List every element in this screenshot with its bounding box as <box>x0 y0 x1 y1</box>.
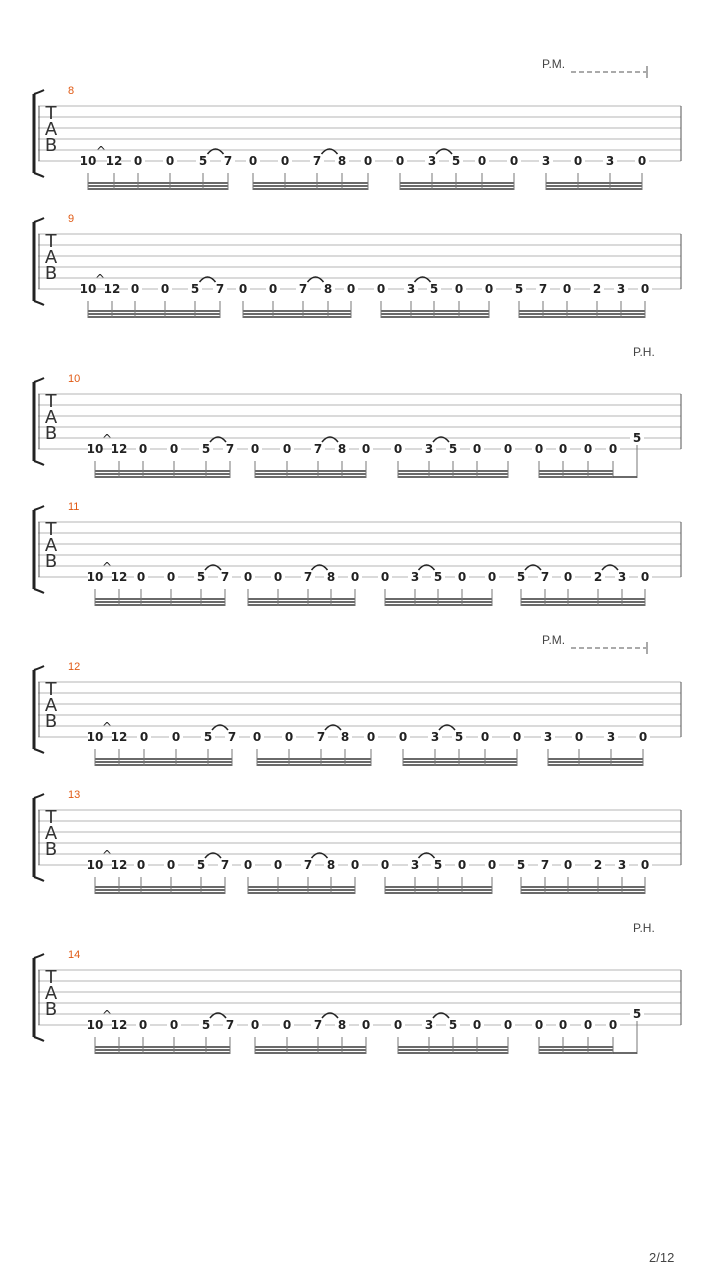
fret-number: 5 <box>632 431 642 445</box>
fret-number: 8 <box>326 570 336 584</box>
fret-number: 10 <box>86 570 104 584</box>
fret-number: 2 <box>593 858 603 872</box>
fret-number: 0 <box>558 442 568 456</box>
fret-number: 3 <box>543 730 553 744</box>
palm-mute-label: P.M. <box>542 633 566 647</box>
tab-clef-letter: T <box>45 103 57 124</box>
fret-number: 7 <box>225 1018 235 1032</box>
fret-number: 0 <box>160 282 170 296</box>
fret-number: 0 <box>558 1018 568 1032</box>
fret-number: 0 <box>380 570 390 584</box>
fret-number: 3 <box>424 442 434 456</box>
page-number: 2/12 <box>649 1250 675 1265</box>
fret-number: 7 <box>303 570 313 584</box>
fret-number: 0 <box>280 154 290 168</box>
bracket-top <box>34 90 44 94</box>
bracket-top <box>34 794 44 798</box>
fret-number: 7 <box>540 570 550 584</box>
fret-number: 5 <box>448 442 458 456</box>
tab-clef-letter: B <box>44 551 58 572</box>
fret-number: 8 <box>337 1018 347 1032</box>
measure-number: 14 <box>68 949 81 961</box>
fret-number: 0 <box>366 730 376 744</box>
fret-number: 0 <box>133 154 143 168</box>
bracket-bottom <box>34 1037 44 1041</box>
tab-clef-letter: T <box>45 519 57 540</box>
fret-number: 12 <box>110 442 128 456</box>
fret-number: 12 <box>110 570 128 584</box>
fret-number: 3 <box>541 154 551 168</box>
fret-number: 0 <box>573 154 583 168</box>
fret-number: 0 <box>638 730 648 744</box>
fret-number: 0 <box>243 570 253 584</box>
fret-number: 2 <box>592 282 602 296</box>
fret-number: 0 <box>393 442 403 456</box>
fret-number: 0 <box>574 730 584 744</box>
fret-number: 5 <box>448 1018 458 1032</box>
tab-clef-letter: A <box>44 983 58 1004</box>
fret-number: 0 <box>637 154 647 168</box>
fret-number: 3 <box>616 282 626 296</box>
fret-number: 3 <box>410 858 420 872</box>
fret-number: 7 <box>313 442 323 456</box>
fret-number: 0 <box>273 570 283 584</box>
fret-number: 0 <box>284 730 294 744</box>
fret-number: 0 <box>250 442 260 456</box>
bracket-bottom <box>34 301 44 305</box>
fret-number: 5 <box>201 442 211 456</box>
fret-number: 0 <box>398 730 408 744</box>
fret-number: 0 <box>282 1018 292 1032</box>
fret-number: 7 <box>316 730 326 744</box>
fret-number: 0 <box>238 282 248 296</box>
fret-number: 5 <box>454 730 464 744</box>
hammer-on-mark: ^ <box>94 272 106 286</box>
fret-number: 7 <box>303 858 313 872</box>
fret-number: 0 <box>640 858 650 872</box>
bracket-top <box>34 378 44 382</box>
fret-number: 5 <box>451 154 461 168</box>
fret-number: 5 <box>190 282 200 296</box>
fret-number: 0 <box>268 282 278 296</box>
fret-number: 0 <box>171 730 181 744</box>
fret-number: 3 <box>617 570 627 584</box>
fret-number: 2 <box>593 570 603 584</box>
fret-number: 10 <box>86 442 104 456</box>
tab-clef-letter: A <box>44 119 58 140</box>
fret-number: 8 <box>326 858 336 872</box>
hammer-on-mark: ^ <box>101 1008 113 1022</box>
fret-number: 10 <box>79 154 97 168</box>
fret-number: 0 <box>472 1018 482 1032</box>
bracket-bottom <box>34 749 44 753</box>
fret-number: 7 <box>223 154 233 168</box>
fret-number: 0 <box>166 570 176 584</box>
fret-number: 0 <box>484 282 494 296</box>
measure-number: 11 <box>68 501 80 513</box>
fret-number: 10 <box>86 1018 104 1032</box>
tab-clef-letter: B <box>44 711 58 732</box>
fret-number: 0 <box>608 1018 618 1032</box>
fret-number: 0 <box>136 570 146 584</box>
pinch-harmonic-label: P.H. <box>633 921 655 935</box>
tab-clef-letter: T <box>45 967 57 988</box>
tab-clef-letter: A <box>44 535 58 556</box>
fret-number: 0 <box>346 282 356 296</box>
hammer-on-mark: ^ <box>101 560 113 574</box>
tab-clef-letter: B <box>44 999 58 1020</box>
fret-number: 0 <box>457 858 467 872</box>
bracket-bottom <box>34 461 44 465</box>
fret-number: 0 <box>457 570 467 584</box>
fret-number: 0 <box>563 858 573 872</box>
fret-number: 0 <box>503 1018 513 1032</box>
fret-number: 12 <box>105 154 123 168</box>
bracket-bottom <box>34 589 44 593</box>
fret-number: 0 <box>130 282 140 296</box>
fret-number: 0 <box>563 570 573 584</box>
fret-number: 0 <box>583 1018 593 1032</box>
fret-number: 5 <box>514 282 524 296</box>
fret-number: 12 <box>110 858 128 872</box>
tab-clef-letter: T <box>45 807 57 828</box>
fret-number: 5 <box>516 858 526 872</box>
fret-number: 0 <box>472 442 482 456</box>
fret-number: 7 <box>220 858 230 872</box>
measure-number: 9 <box>68 213 75 225</box>
tab-clef-letter: B <box>44 423 58 444</box>
fret-number: 0 <box>454 282 464 296</box>
fret-number: 0 <box>282 442 292 456</box>
bracket-top <box>34 506 44 510</box>
palm-mute-label: P.M. <box>542 57 566 71</box>
hammer-on-mark: ^ <box>101 432 113 446</box>
fret-number: 0 <box>608 442 618 456</box>
fret-number: 3 <box>430 730 440 744</box>
fret-number: 10 <box>86 858 104 872</box>
fret-number: 0 <box>138 1018 148 1032</box>
fret-number: 0 <box>361 442 371 456</box>
fret-number: 0 <box>640 570 650 584</box>
fret-number: 0 <box>250 1018 260 1032</box>
measure-number: 13 <box>68 789 81 801</box>
fret-number: 0 <box>477 154 487 168</box>
fret-number: 5 <box>433 858 443 872</box>
fret-number: 7 <box>225 442 235 456</box>
fret-number: 0 <box>165 154 175 168</box>
fret-number: 7 <box>538 282 548 296</box>
measure-number: 12 <box>68 661 81 673</box>
fret-number: 7 <box>298 282 308 296</box>
fret-number: 5 <box>433 570 443 584</box>
fret-number: 5 <box>196 858 206 872</box>
fret-number: 10 <box>86 730 104 744</box>
fret-number: 12 <box>103 282 121 296</box>
fret-number: 0 <box>243 858 253 872</box>
hammer-on-mark: ^ <box>101 720 113 734</box>
fret-number: 0 <box>136 858 146 872</box>
fret-number: 10 <box>79 282 97 296</box>
fret-number: 0 <box>480 730 490 744</box>
fret-number: 0 <box>583 442 593 456</box>
fret-number: 0 <box>169 442 179 456</box>
fret-number: 0 <box>512 730 522 744</box>
fret-number: 0 <box>395 154 405 168</box>
tab-clef-letter: A <box>44 247 58 268</box>
fret-number: 0 <box>487 570 497 584</box>
fret-number: 0 <box>380 858 390 872</box>
fret-number: 0 <box>169 1018 179 1032</box>
fret-number: 0 <box>640 282 650 296</box>
fret-number: 5 <box>203 730 213 744</box>
tab-clef-letter: A <box>44 695 58 716</box>
fret-number: 0 <box>487 858 497 872</box>
fret-number: 7 <box>540 858 550 872</box>
measure-number: 10 <box>68 373 81 385</box>
fret-number: 0 <box>252 730 262 744</box>
bracket-top <box>34 666 44 670</box>
fret-number: 8 <box>323 282 333 296</box>
fret-number: 3 <box>605 154 615 168</box>
fret-number: 0 <box>509 154 519 168</box>
bracket-bottom <box>34 877 44 881</box>
fret-number: 0 <box>534 442 544 456</box>
fret-number: 5 <box>198 154 208 168</box>
fret-number: 0 <box>361 1018 371 1032</box>
fret-number: 8 <box>337 442 347 456</box>
fret-number: 7 <box>215 282 225 296</box>
bracket-bottom <box>34 173 44 177</box>
tab-clef-letter: T <box>45 679 57 700</box>
fret-number: 5 <box>632 1007 642 1021</box>
fret-number: 0 <box>166 858 176 872</box>
fret-number: 0 <box>139 730 149 744</box>
fret-number: 0 <box>138 442 148 456</box>
fret-number: 3 <box>617 858 627 872</box>
pinch-harmonic-label: P.H. <box>633 345 655 359</box>
fret-number: 7 <box>220 570 230 584</box>
measure-number: 8 <box>68 85 75 97</box>
fret-number: 5 <box>196 570 206 584</box>
tab-clef-letter: A <box>44 407 58 428</box>
fret-number: 0 <box>376 282 386 296</box>
tab-clef-letter: A <box>44 823 58 844</box>
fret-number: 0 <box>562 282 572 296</box>
fret-number: 0 <box>248 154 258 168</box>
fret-number: 12 <box>110 1018 128 1032</box>
fret-number: 3 <box>406 282 416 296</box>
fret-number: 5 <box>201 1018 211 1032</box>
tab-clef-letter: B <box>44 263 58 284</box>
tab-clef-letter: B <box>44 135 58 156</box>
hammer-on-mark: ^ <box>101 848 113 862</box>
fret-number: 3 <box>410 570 420 584</box>
hammer-on-mark: ^ <box>95 144 107 158</box>
tab-clef-letter: T <box>45 231 57 252</box>
fret-number: 7 <box>312 154 322 168</box>
fret-number: 5 <box>429 282 439 296</box>
fret-number: 0 <box>363 154 373 168</box>
fret-number: 8 <box>340 730 350 744</box>
fret-number: 8 <box>337 154 347 168</box>
fret-number: 7 <box>313 1018 323 1032</box>
tab-clef-letter: B <box>44 839 58 860</box>
fret-number: 0 <box>350 570 360 584</box>
fret-number: 0 <box>350 858 360 872</box>
fret-number: 3 <box>427 154 437 168</box>
fret-number: 12 <box>110 730 128 744</box>
fret-number: 3 <box>424 1018 434 1032</box>
fret-number: 0 <box>534 1018 544 1032</box>
fret-number: 3 <box>606 730 616 744</box>
bracket-top <box>34 218 44 222</box>
fret-number: 0 <box>393 1018 403 1032</box>
fret-number: 0 <box>503 442 513 456</box>
fret-number: 5 <box>516 570 526 584</box>
bracket-top <box>34 954 44 958</box>
tab-clef-letter: T <box>45 391 57 412</box>
fret-number: 0 <box>273 858 283 872</box>
fret-number: 7 <box>227 730 237 744</box>
